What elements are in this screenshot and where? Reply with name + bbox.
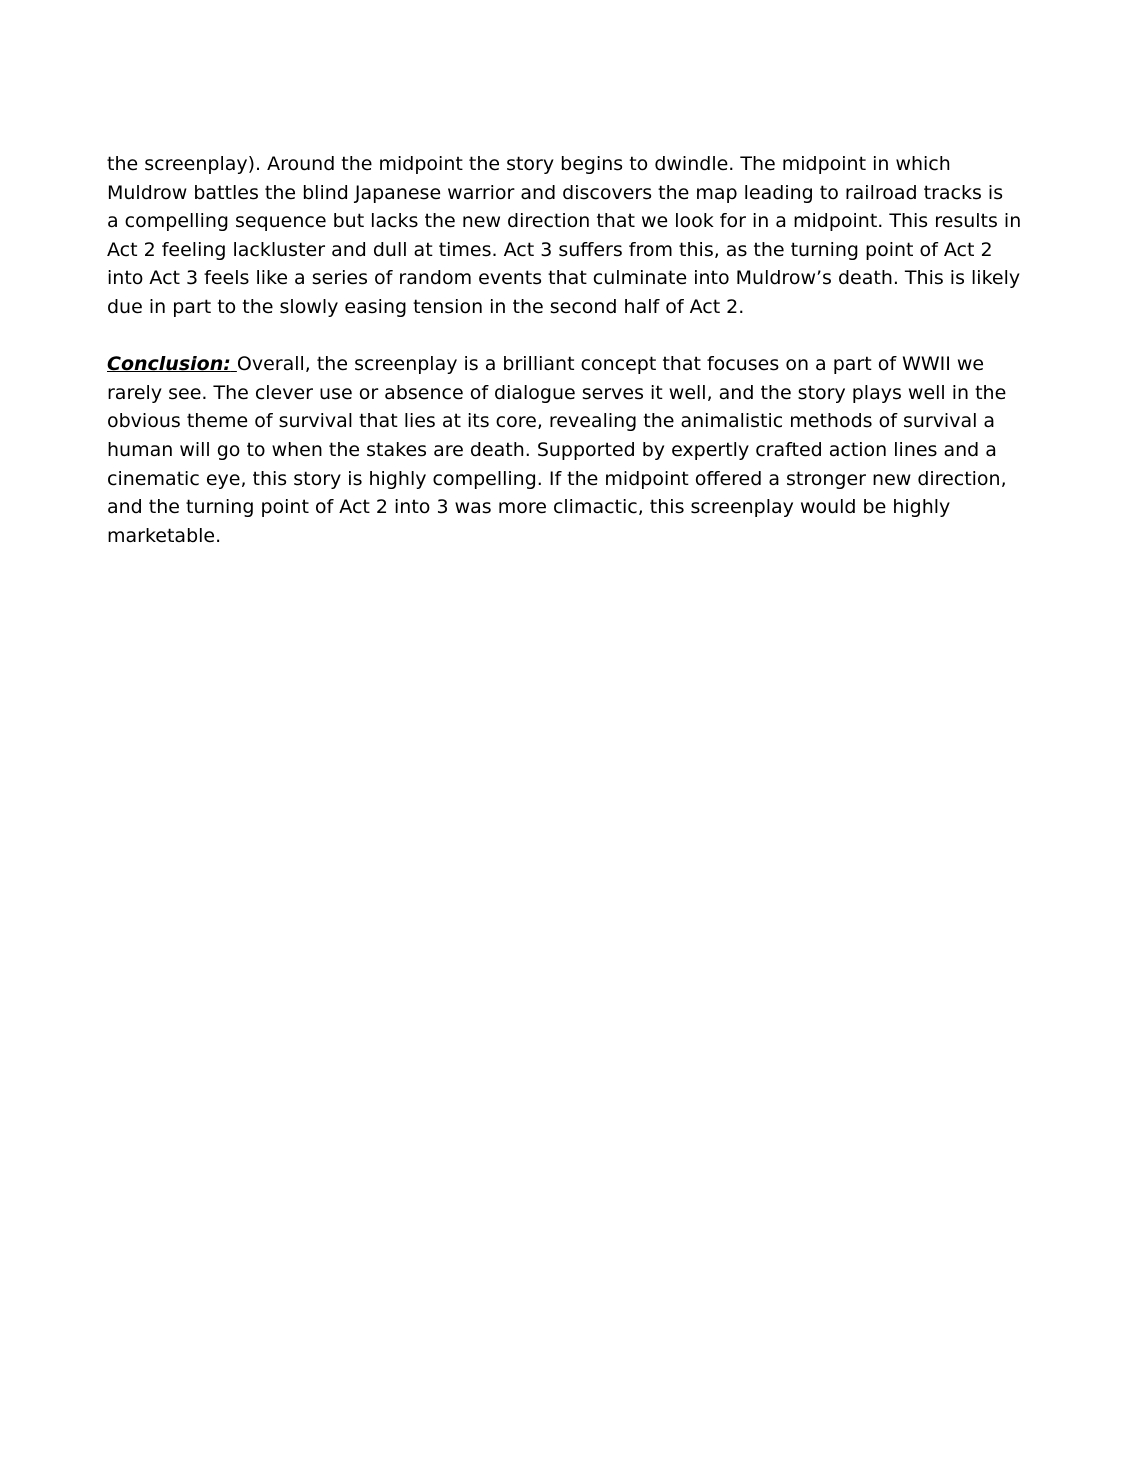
text-line: and the turning point of Act 2 into 3 was more climactic, this screenplay would be highly xyxy=(107,496,951,519)
text-line: cinematic eye, this story is highly compelling. If the midpoint offered a stronger new direction, xyxy=(107,467,1007,490)
text-line: a compelling sequence but lacks the new direction that we look for in a midpoint. This results in xyxy=(107,210,1022,233)
text-line: rarely see. The clever use or absence of dialogue serves it well, and the story plays well in the xyxy=(107,381,1007,404)
paragraph-spacer xyxy=(107,322,1037,351)
text-line: due in part to the slowly easing tension in the second half of Act 2. xyxy=(107,295,745,318)
text-line: obvious theme of survival that lies at its core, revealing the animalistic methods of survival a xyxy=(107,410,996,433)
text-line: Muldrow battles the blind Japanese warrior and discovers the map leading to railroad tracks is xyxy=(107,181,1004,204)
text-line: the screenplay). Around the midpoint the story begins to dwindle. The midpoint in which xyxy=(107,153,951,175)
conclusion-first-line: Overall, the screenplay is a brilliant concept that focuses on a part of WWII we xyxy=(236,353,985,376)
text-line: Act 2 feeling lackluster and dull at times. Act 3 suffers from this, as the turning point of Act 2 xyxy=(107,238,993,261)
document-body xyxy=(107,150,1037,550)
conclusion-heading: Conclusion: xyxy=(107,353,231,376)
text-line: marketable. xyxy=(107,524,222,547)
analysis-paragraph xyxy=(107,150,1037,322)
text-line xyxy=(107,350,1037,379)
text-line: into Act 3 feels like a series of random events that culminate into Muldrow’s death. This is likely xyxy=(107,267,1021,290)
text-line: human will go to when the stakes are death. Supported by expertly crafted action lines and a xyxy=(107,438,997,461)
conclusion-paragraph xyxy=(107,350,1037,550)
